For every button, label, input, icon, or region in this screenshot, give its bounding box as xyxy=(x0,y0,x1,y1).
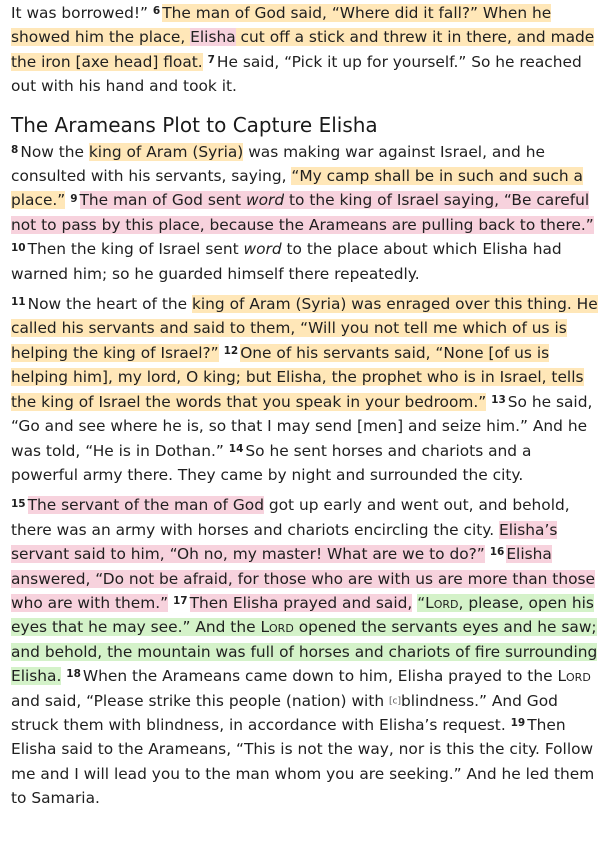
verse-number: 12 xyxy=(223,345,239,358)
verse-text: blindness.” And God struck them with blindness, in accordance with Elisha’s request. xyxy=(11,691,558,734)
verse-number: 15 xyxy=(11,497,26,510)
paragraph-2 xyxy=(11,140,600,286)
verse-number: 7 xyxy=(207,54,215,67)
verse-text: Then the king of Israel sent xyxy=(27,240,244,259)
verse-number: 19 xyxy=(510,717,526,730)
highlighted-text: king of Aram (Syria) was enraged over this thing. He called his servants and said to them, “Will you not tell me which of us is helping the king of Israel?” xyxy=(11,295,598,362)
verse-number: 17 xyxy=(173,595,188,608)
highlighted-text: to the king of Israel saying, “Be careful not to pass by this place, because the Arameans are pulling back to there.” xyxy=(11,191,594,234)
paragraph-3 xyxy=(11,292,600,487)
verse-text: He said, “Pick it up for yourself.” So he reached out with his hand and took it. xyxy=(11,52,582,96)
verse-text: Now the heart of the xyxy=(27,295,192,314)
highlighted-text: The man of God said, “Where did it fall?” When he showed him the place, xyxy=(11,4,552,47)
verse-number: 6 xyxy=(152,5,161,18)
verse-text xyxy=(485,545,490,563)
verse-number: 10 xyxy=(11,241,26,254)
verse-text: It was borrowed!” xyxy=(11,4,153,22)
highlighted-text: Elisha answered, “Do not be afraid, for those who are with us are more than those who are with them.” xyxy=(11,545,595,612)
highlighted-text: “ xyxy=(417,593,426,612)
highlighted-text: Elisha xyxy=(190,28,236,47)
verse-text xyxy=(219,344,224,362)
highlighted-text: , please, open his eyes that he may see.” And the xyxy=(11,593,594,637)
verse-text: So he sent horses and chariots and a powerful army there. They came by night and surrounded the city. xyxy=(11,441,532,484)
highlighted-text: Lord xyxy=(260,618,294,637)
verse-text: word xyxy=(243,240,282,259)
highlighted-text: word xyxy=(246,191,285,210)
verse-number: 16 xyxy=(489,546,505,559)
verse-number: 14 xyxy=(228,442,244,455)
verse-number: 9 xyxy=(70,192,78,205)
highlighted-text: Elisha’s servant said to him, “Oh no, my master! What are we to do?” xyxy=(11,520,558,564)
verse-text: Then Elisha said to the Arameans, “This is not the way, nor is this the city. Follow me and I will lead you to the man whom you are seeking.” And he led them to Samaria. xyxy=(11,715,595,808)
highlighted-text: king of Aram (Syria) xyxy=(88,142,244,161)
section-heading: The Arameans Plot to Capture Elisha xyxy=(11,112,378,137)
verse-number: 11 xyxy=(11,296,26,309)
verse-text: Now the xyxy=(20,142,89,161)
highlighted-text: The servant of the man of God xyxy=(27,496,264,515)
highlighted-text: “My camp shall be in such and such a place.” xyxy=(11,167,583,210)
highlighted-text: One of his servants said, “None [of us is helping him], my lord, O king; but Elisha, the prophet who is in Israel, tells the king of Israel the words that you speak in your bedroom.” xyxy=(11,343,584,411)
paragraph-1 xyxy=(11,1,600,99)
verse-text xyxy=(203,53,208,71)
footnote-marker[interactable]: [c] xyxy=(389,695,401,706)
highlighted-text: cut off a stick and threw it in there, and made the iron [axe head] float. xyxy=(11,28,595,71)
verse-text: was making war against Israel, and he consulted with his servants, saying, xyxy=(11,142,545,186)
verse-text: Lord xyxy=(557,667,591,686)
verse-number: 13 xyxy=(491,394,506,407)
highlighted-text: Lord xyxy=(425,593,459,612)
verse-number: 8 xyxy=(11,143,19,156)
paragraph-4 xyxy=(11,493,600,810)
verse-text: So he said, “Go and see where he is, so that I may send [men] and seize him.” And he was told, “He is in Dothan.” xyxy=(11,392,593,460)
verse-text: and said, “Please strike this people (nation) with xyxy=(11,691,389,710)
verse-text: When the Arameans came down to him, Elisha prayed to the xyxy=(82,667,558,686)
highlighted-text: Then Elisha prayed and said, xyxy=(189,593,413,612)
verse-text: to the place about which Elisha had warned him; so he guarded himself there repeatedly. xyxy=(11,240,562,283)
verse-text: got up early and went out, and behold, there was an army with horses and chariots encircling the city. xyxy=(11,496,570,539)
highlighted-text: The man of God sent xyxy=(79,191,246,210)
verse-number: 18 xyxy=(66,668,81,681)
highlighted-text: opened the servants eyes and he saw; and behold, the mountain was full of horses and chariots of fire surrounding Elisha. xyxy=(11,618,598,686)
